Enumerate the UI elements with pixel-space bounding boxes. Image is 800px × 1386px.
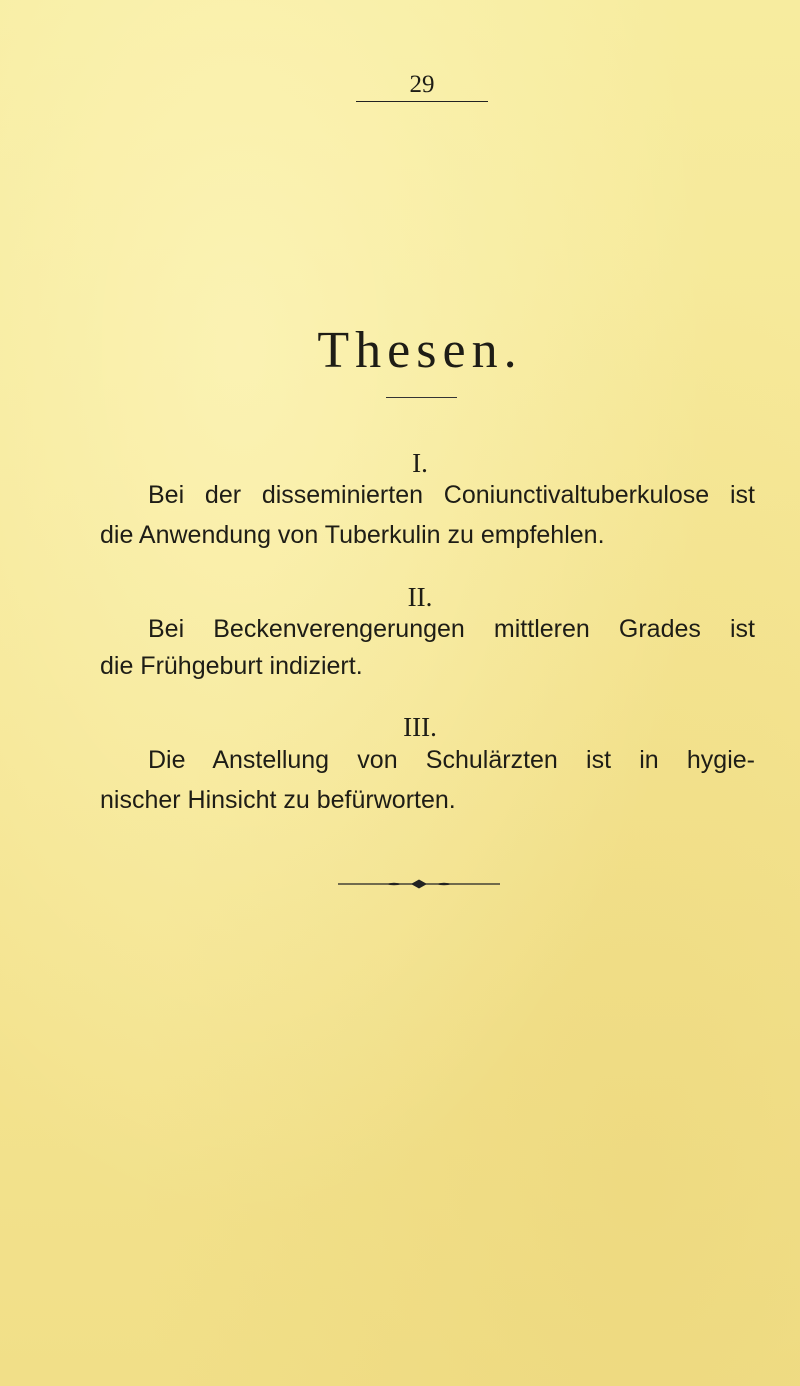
ornament-divider: [338, 876, 500, 892]
thesis-2-line-1: Bei Beckenverengerungen mittleren Grades ist: [148, 615, 755, 643]
thesis-numeral-2: II.: [407, 582, 433, 612]
thesis-1-line-1: Bei der disseminierten Coniunctivaltuberkulose ist: [148, 481, 755, 509]
title-divider: [386, 397, 457, 398]
thesis-numeral-1: I.: [412, 448, 428, 478]
page-title: Thesen.: [317, 322, 523, 379]
page-number: 29: [356, 72, 488, 102]
thesis-3-line-2: nischer Hinsicht zu befürworten.: [100, 786, 456, 814]
thesis-numeral-3: III.: [403, 712, 437, 742]
thesis-1-line-2: die Anwendung von Tuberkulin zu empfehlen.: [100, 521, 605, 549]
thesis-2-line-2: die Frühgeburt indiziert.: [100, 652, 363, 680]
thesis-3-line-1: Die Anstellung von Schulärzten ist in hygie-: [148, 746, 755, 774]
